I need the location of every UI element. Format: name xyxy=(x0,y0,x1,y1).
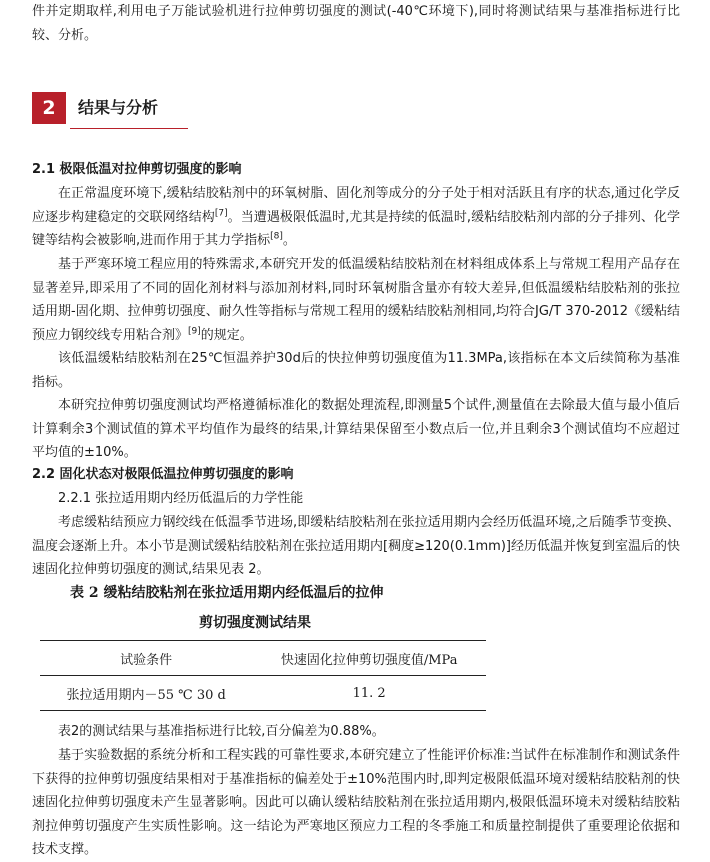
section-header xyxy=(32,92,170,134)
paragraph-2-1-1: 在正常温度环境下,缓粘结胶粘剂中的环氧树脂、固化剂等成分的分子处于相对活跃且有序的状态,通过化学反应逐步构建稳定的交联网络结构[7]。当遭遇极限低温时,尤其是持续的低温时,缓粘结胶粘剂内部的分子排列、化学键等结构会被影响,进而作用于其力学指标[8]。 xyxy=(32,186,680,248)
subsubsection-heading-2-2-1: 2.2.1 张拉适用期内经历低温后的力学性能 xyxy=(58,491,304,506)
table-caption-line1: 表 2 缓粘结胶粘剂在张拉适用期内经低温后的拉伸 xyxy=(70,585,384,601)
table-row xyxy=(40,676,486,711)
table-cell: 11. 2 xyxy=(252,676,486,711)
intro-paragraph-continued: 件并定期取样,利用电子万能试验机进行拉伸剪切强度的测试(-40℃环境下),同时将测试结果与基准指标进行比较、分析。 xyxy=(32,4,680,43)
table-caption-line2: 剪切强度测试结果 xyxy=(199,615,311,631)
subsection-heading-2-2: 2.2 固化状态对极限低温拉伸剪切强度的影响 xyxy=(32,467,294,482)
table-header-cell: 试验条件 xyxy=(40,641,252,676)
paragraph-2-1-4: 本研究拉伸剪切强度测试均严格遵循标准化的数据处理流程,即测量5个试件,测量值在去除最大值与最小值后计算剩余3个测试值的算术平均值作为最终的结果,计算结果保留至小数点后一位,并且剩余3个测试值均不应超过平均值的±10%。 xyxy=(32,398,680,460)
citation-7: [7] xyxy=(214,208,228,219)
section-title: 结果与分析 xyxy=(78,98,159,117)
paragraph-2-1-3: 该低温缓粘结胶粘剂在25℃恒温养护30d后的快拉伸剪切强度值为11.3MPa,该指标在本文后续简称为基准指标。 xyxy=(32,351,680,390)
subsection-heading-2-1: 2.1 极限低温对拉伸剪切强度的影响 xyxy=(32,162,242,177)
section-number-badge: 2 xyxy=(32,92,66,124)
table-2 xyxy=(40,640,486,711)
section-underline xyxy=(70,128,188,129)
paragraph-conclusion: 基于实验数据的系统分析和工程实践的可靠性要求,本研究建立了性能评价标准:当试件在标准制作和测试条件下获得的拉伸剪切强度结果相对于基准指标的偏差处于±10%范围内时,即判定极限低温环境对缓粘结胶粘剂的快速固化拉伸剪切强度未产生显著影响。因此可以确认缓粘结胶粘剂在张拉适用期内,极限低温环境未对缓粘结胶粘剂拉伸剪切强度产生实质性影响。这一结论为严寒地区预应力工程的冬季施工和质量控制提供了重要理论依据和技术支撑。 xyxy=(32,748,680,857)
paragraph-result: 表2的测试结果与基准指标进行比较,百分偏差为0.88%。 xyxy=(58,724,385,739)
table-cell: 张拉适用期内－55 ℃ 30 d xyxy=(40,676,252,711)
citation-9: [9] xyxy=(188,326,201,337)
paragraph-2-2-1: 考虑缓粘结预应力钢绞线在低温季节进场,即缓粘结胶粘剂在张拉适用期内会经历低温环境,之后随季节变换、温度会逐渐上升。本小节是测试缓粘结胶粘剂在张拉适用期内[稠度≥120(0.1mm)]经历低温并恢复到室温后的快速固化拉伸剪切强度的测试,结果见表 2。 xyxy=(32,515,680,577)
table-header-row xyxy=(40,641,486,676)
paragraph-2-1-2: 基于严寒环境工程应用的特殊需求,本研究开发的低温缓粘结胶粘剂在材料组成体系上与常规工程用产品存在显著差异,即采用了不同的固化剂材料与添加剂材料,同时环氧树脂含量亦有较大差异,但低温缓粘结胶粘剂的张拉适用期-固化期、拉伸剪切强度、耐久性等指标与常规工程用的缓粘结胶粘剂相同,均符合JG/T 370-2012《缓粘结预应力钢绞线专用粘合剂》[9]的规定。 xyxy=(32,257,680,343)
citation-8: [8] xyxy=(270,231,283,242)
table-header-cell: 快速固化拉伸剪切强度值/MPa xyxy=(252,641,486,676)
